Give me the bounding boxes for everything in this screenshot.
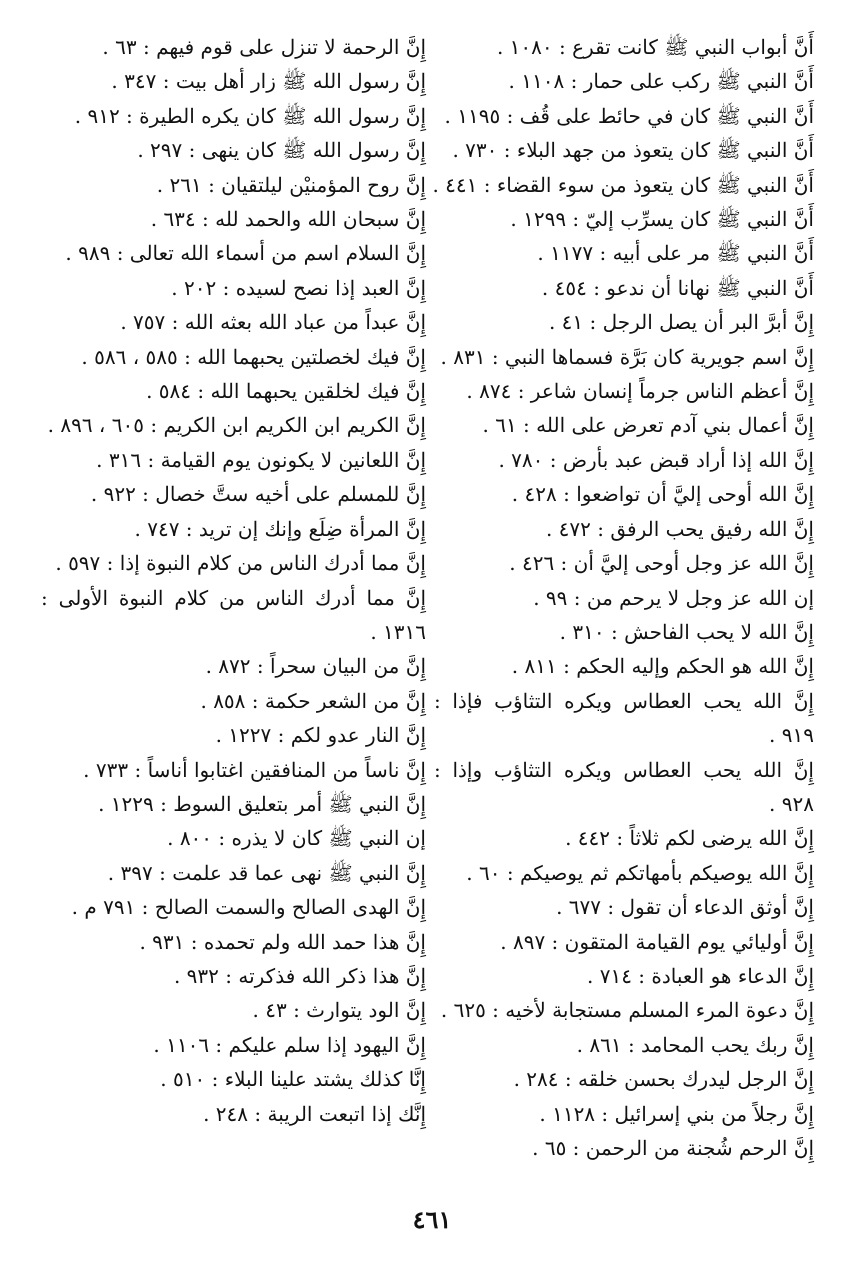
index-entry: إِنَّ الهدى الصالح والسمت الصالح : ٧٩١ م .	[71, 895, 426, 920]
index-entry: إن الله عز وجل لا يرحم من : ٩٩ .	[533, 585, 814, 610]
index-entry: إِنَّ هذا حمد الله ولم تحمده : ٩٣١ .	[139, 929, 426, 954]
index-entry: إِنَّ الرحم شُجنة من الرحمن : ٦٥ .	[532, 1136, 814, 1160]
index-entry: إِنَّ الكريم ابن الكريم ابن الكريم : ٦٠٥ ، ٨٩٦ .	[47, 413, 426, 438]
index-entry: إِنَّ دعوة المرء المسلم مستجابة لأخيه : ٦٢٥ .	[440, 998, 814, 1023]
index-entry: إِنَّ الله هو الحكم وإليه الحكم : ٨١١ .	[511, 654, 814, 679]
index-entry: إِنَّا كذلك يشتد علينا البلاء : ٥١٠ .	[160, 1067, 426, 1092]
right-column	[434, 30, 814, 1165]
index-entry: إِنَّ رسول الله ﷺ كان يكره الطيرة : ٩١٢ .	[74, 103, 426, 128]
index-entry: إِنَّك إذا اتبعت الريبة : ٢٤٨ .	[203, 1101, 426, 1126]
index-entry: إِنَّ السلام اسم من أسماء الله تعالى : ٩٨٩ .	[65, 241, 426, 266]
index-entry: أَنَّ النبي ﷺ كان يتعوذ من سوء القضاء : ٤٤١ .	[432, 172, 814, 197]
index-entry: إِنَّ اسم جويرية كان بَرَّة فسماها النبي : ٨٣١ .	[440, 344, 814, 369]
index-entry: إِنَّ النار عدو لكم : ١٢٢٧ .	[215, 723, 426, 748]
index-entry: إِنَّ الدعاء هو العبادة : ٧١٤ .	[587, 963, 814, 988]
index-entry: إِنَّ الله يرضى لكم ثلاثاً : ٤٤٢ .	[565, 826, 814, 851]
index-entry: إِنَّ ربك يحب المحامد : ٨٦١ .	[576, 1032, 814, 1057]
index-entry: أَنَّ النبي ﷺ كان في حائط على قُف : ١١٩٥ .	[444, 103, 814, 128]
index-entry: إِنَّ روح المؤمنيْن ليلتقيان : ٢٦١ .	[156, 172, 426, 197]
index-entry: أَنَّ النبي ﷺ كان يسرِّب إليّ : ١٢٩٩ .	[510, 207, 814, 232]
index-entry: إِنَّ الله يحب العطاس ويكره التثاؤب وإذا : ٩٢٨ .	[434, 757, 814, 816]
index-entry: إِنَّ أبرَّ البر أن يصل الرجل : ٤١ .	[548, 310, 814, 335]
index-entry: إِنَّ ناساً من المنافقين اغتابوا أناساً : ٧٣٣ .	[83, 757, 426, 782]
index-entry: إِنَّ رجلاً من بني إسرائيل : ١١٢٨ .	[539, 1101, 814, 1126]
index-entry: إِنَّ رسول الله ﷺ زار أهل بيت : ٣٤٧ .	[111, 69, 426, 94]
index-entry: إِنَّ الله رفيق يحب الرفق : ٤٧٢ .	[545, 516, 814, 541]
index-entry: إِنَّ أعظم الناس جرماً إنسان شاعر : ٨٧٤ .	[466, 379, 814, 404]
left-column	[41, 30, 426, 1131]
index-entry: إِنَّ الله يوصيكم بأمهاتكم ثم يوصيكم : ٦٠ .	[466, 860, 814, 885]
index-entry: إِنَّ للمسلم على أخيه ستَّ خصال : ٩٢٢ .	[90, 482, 426, 507]
index-entry: إِنَّ سبحان الله والحمد لله : ٦٣٤ .	[150, 207, 426, 232]
index-entry: إِنَّ مما أدرك الناس من كلام النبوة إذا : ٥٩٧ .	[55, 551, 426, 576]
page-number: ٤٦١	[412, 1205, 452, 1234]
index-entry: أَنَّ النبي ﷺ كان يتعوذ من جهد البلاء : ٧٣٠ .	[452, 138, 814, 163]
index-entry: إِنَّ أوثق الدعاء أن تقول : ٦٧٧ .	[556, 895, 814, 920]
index-entry: إِنَّ من الشعر حكمة : ٨٥٨ .	[200, 688, 426, 713]
index-entry: إِنَّ عبداً من عباد الله بعثه الله : ٧٥٧ .	[120, 310, 426, 335]
index-entry: أَنَّ النبي ﷺ نهانا أن ندعو : ٤٥٤ .	[541, 275, 814, 300]
index-entry: إِنَّ الله أوحى إليَّ أن تواضعوا : ٤٢٨ .	[511, 482, 814, 507]
index-entry: إِنَّ اليهود إذا سلم عليكم : ١١٠٦ .	[153, 1032, 426, 1057]
index-entry: إِنَّ الرجل ليدرك بحسن خلقه : ٢٨٤ .	[513, 1067, 814, 1092]
index-entry: إِنَّ الود يتوارث : ٤٣ .	[252, 998, 426, 1023]
index-entry: إِنَّ أوليائي يوم القيامة المتقون : ٨٩٧ .	[500, 929, 814, 954]
index-entry: إِنَّ الله إذا أراد قبض عبد بأرض : ٧٨٠ .	[498, 447, 814, 472]
index-entry: أَنَّ النبي ﷺ ركب على حمار : ١١٠٨ .	[508, 69, 814, 94]
index-entry: أَنَّ النبي ﷺ مر على أبيه : ١١٧٧ .	[537, 241, 814, 266]
index-entry: إِنَّ الله لا يحب الفاحش : ٣١٠ .	[559, 619, 814, 644]
index-entry: إِنَّ العبد إذا نصح لسيده : ٢٠٢ .	[171, 275, 426, 300]
index-entry: إِنَّ فيك لخصلتين يحبهما الله : ٥٨٥ ، ٥٨٦ .	[81, 344, 426, 369]
index-entry: إِنَّ النبي ﷺ أمر بتعليق السوط : ١٢٢٩ .	[98, 791, 426, 816]
index-entry: إِنَّ مما أدرك الناس من كلام النبوة الأولى : ١٣١٦ .	[41, 585, 426, 644]
index-entry: إن النبي ﷺ كان لا يذره : ٨٠٠ .	[167, 826, 426, 851]
index-entry: إِنَّ رسول الله ﷺ كان ينهى : ٢٩٧ .	[137, 138, 426, 163]
index-entry: إِنَّ الله عز وجل أوحى إليَّ أن : ٤٢٦ .	[509, 551, 814, 576]
index-entry: إِنَّ الرحمة لا تنزل على قوم فيهم : ٦٣ .	[102, 35, 426, 59]
index-entry: إِنَّ فيك لخلقين يحبهما الله : ٥٨٤ .	[146, 379, 426, 404]
index-entry: إِنَّ هذا ذكر الله فذكرته : ٩٣٢ .	[173, 963, 426, 988]
index-entry: إِنَّ من البيان سحراً : ٨٧٢ .	[205, 654, 426, 679]
index-entry: إِنَّ الله يحب العطاس ويكره التثاؤب فإذا : ٩١٩ .	[434, 688, 814, 748]
index-entry: أَنَّ أبواب النبي ﷺ كانت تقرع : ١٠٨٠ .	[496, 35, 814, 59]
index-entry: إِنَّ النبي ﷺ نهى عما قد علمت : ٣٩٧ .	[107, 860, 426, 885]
index-entry: إِنَّ اللعانين لا يكونون يوم القيامة : ٣١٦ .	[96, 447, 426, 472]
index-entry: إِنَّ أعمال بني آدم تعرض على الله : ٦١ .	[482, 413, 814, 438]
index-entry: إِنَّ المرأة ضِلَع وإنك إن تريد : ٧٤٧ .	[134, 516, 426, 541]
